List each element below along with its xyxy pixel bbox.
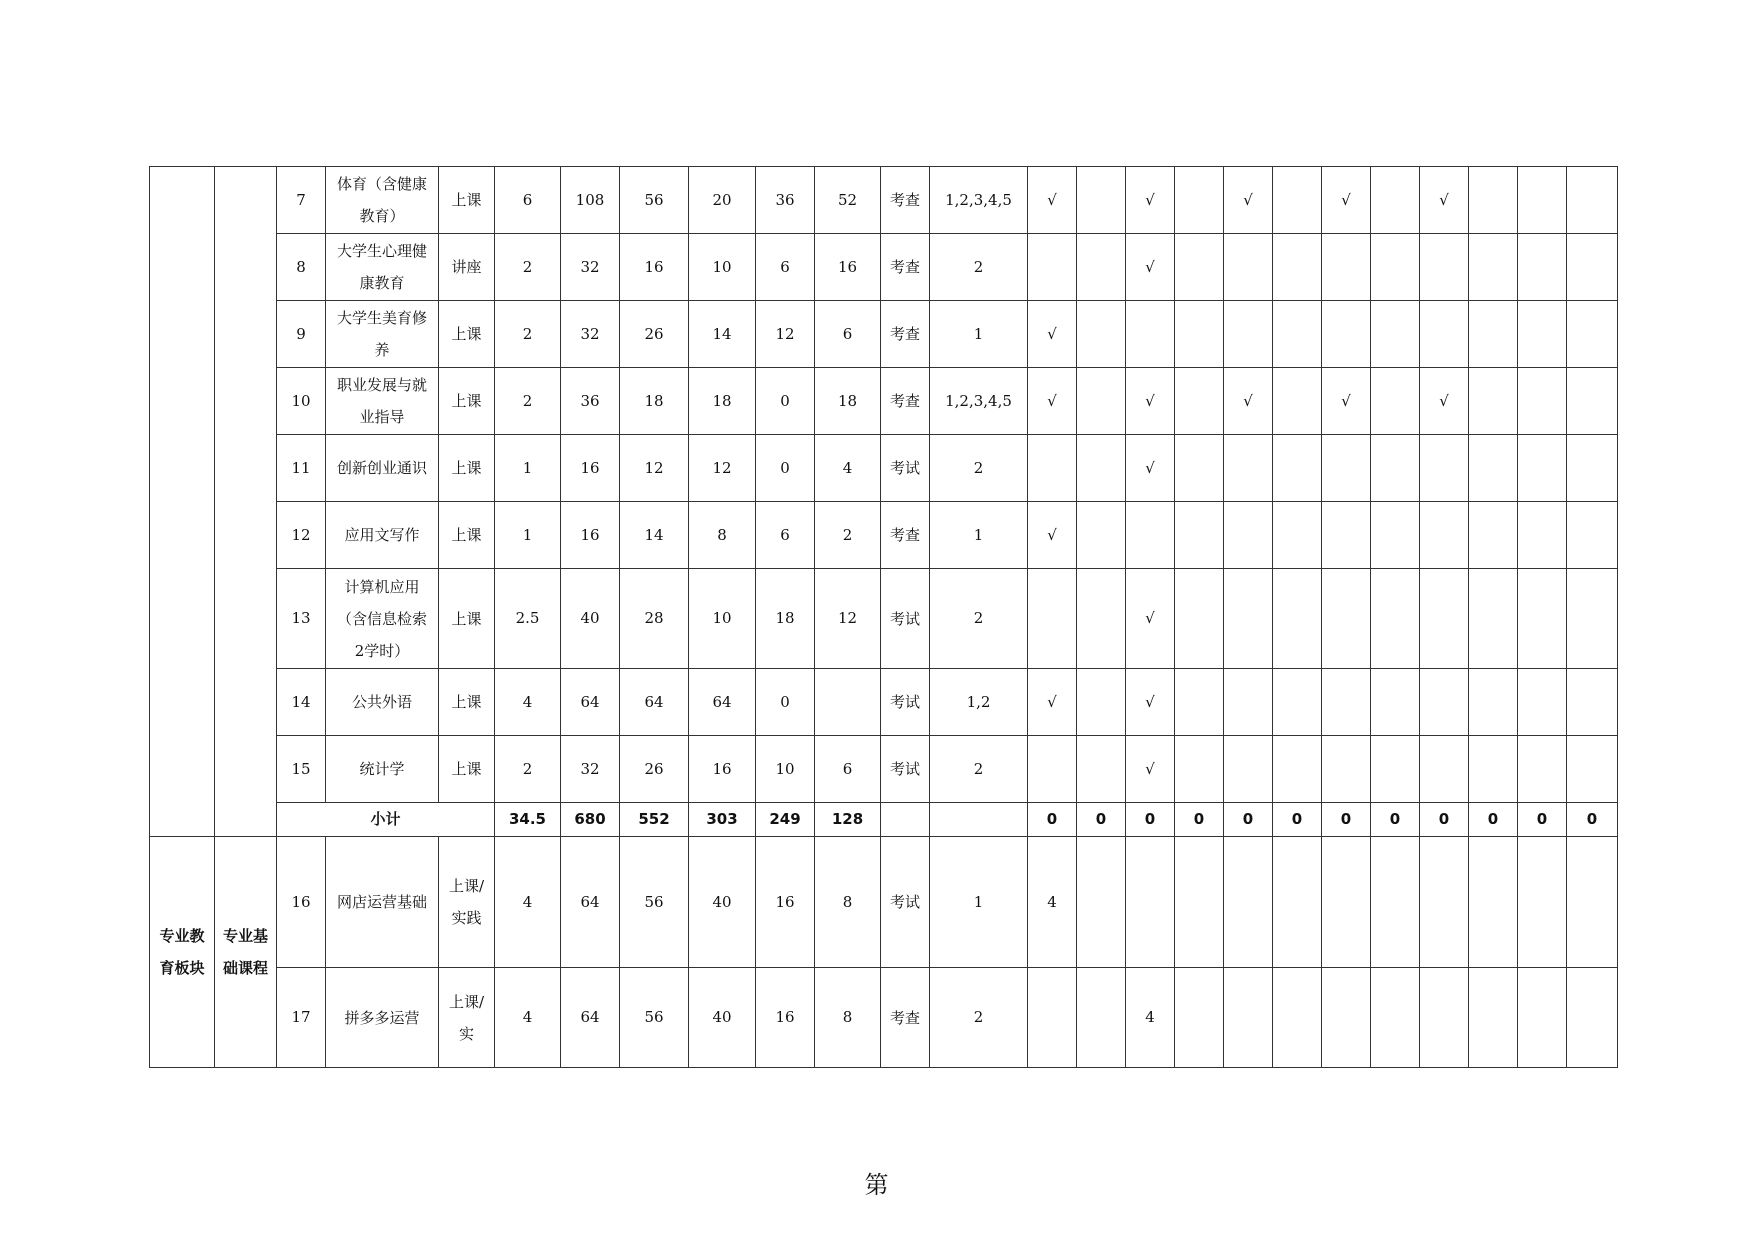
credits: 1: [495, 435, 561, 502]
extra-hours: [815, 669, 881, 736]
practice-hours: 10: [689, 569, 756, 669]
course-name: 大学生美育修养: [326, 301, 439, 368]
subtotal-theory: 552: [620, 803, 689, 837]
course-name: 拼多多运营: [326, 968, 439, 1068]
assessment-method: 考查: [881, 502, 930, 569]
semester-mark: 4: [1028, 837, 1077, 968]
subtotal-semester-value: 0: [1273, 803, 1322, 837]
credits: 4: [495, 669, 561, 736]
table-row: [150, 301, 1618, 368]
extra-hours: 52: [815, 167, 881, 234]
semester-mark: [1420, 837, 1469, 968]
credits: 6: [495, 167, 561, 234]
course-name: 计算机应用（含信息检索2学时）: [326, 569, 439, 669]
semester-mark: [1077, 569, 1126, 669]
table-row: [150, 502, 1618, 569]
semester-mark: [1077, 502, 1126, 569]
semester-mark: [1126, 837, 1175, 968]
semester-mark: [1028, 435, 1077, 502]
practice-hours-b: 6: [756, 502, 815, 569]
semester-mark: [1028, 234, 1077, 301]
semester-mark: [1322, 502, 1371, 569]
semester-mark: [1322, 968, 1371, 1068]
block-cell: [150, 167, 215, 837]
semester-mark: [1175, 234, 1224, 301]
practice-hours: 14: [689, 301, 756, 368]
teaching-method: 上课: [439, 736, 495, 803]
semester-mark: [1077, 968, 1126, 1068]
practice-hours: 40: [689, 968, 756, 1068]
extra-hours: 8: [815, 968, 881, 1068]
semester-mark: √: [1126, 167, 1175, 234]
course-number: 11: [277, 435, 326, 502]
semester-mark: [1371, 669, 1420, 736]
extra-hours: 12: [815, 569, 881, 669]
semester-mark: [1028, 968, 1077, 1068]
semester-mark: [1322, 736, 1371, 803]
semester-mark: [1322, 234, 1371, 301]
semester-mark: [1224, 736, 1273, 803]
semester-mark: [1322, 569, 1371, 669]
semester-mark: √: [1126, 435, 1175, 502]
course-name: 公共外语: [326, 669, 439, 736]
semester-mark: [1567, 234, 1618, 301]
semester-mark: √: [1028, 368, 1077, 435]
semester-mark: √: [1224, 167, 1273, 234]
table-row: [150, 435, 1618, 502]
group-cell: [215, 167, 277, 837]
semester-mark: [1322, 435, 1371, 502]
semester-mark: [1371, 234, 1420, 301]
semester-mark: [1175, 569, 1224, 669]
extra-hours: 8: [815, 837, 881, 968]
semester-mark: 4: [1126, 968, 1175, 1068]
subtotal-semester: [930, 803, 1028, 837]
semester-mark: [1469, 368, 1518, 435]
teaching-method: 上课: [439, 167, 495, 234]
group-label: 专业基础课程: [215, 837, 277, 1068]
table-row: [150, 837, 1618, 968]
semester-mark: [1224, 569, 1273, 669]
semester-mark: [1567, 368, 1618, 435]
semester-mark: [1077, 736, 1126, 803]
semester-list: 1,2,3,4,5: [930, 167, 1028, 234]
semester-mark: [1567, 968, 1618, 1068]
semester-mark: [1175, 368, 1224, 435]
semester-mark: [1371, 301, 1420, 368]
practice-hours-b: 36: [756, 167, 815, 234]
total-hours: 64: [561, 669, 620, 736]
semester-mark: [1175, 502, 1224, 569]
semester-mark: [1126, 502, 1175, 569]
credits: 2: [495, 301, 561, 368]
semester-mark: [1518, 167, 1567, 234]
assessment-method: 考查: [881, 301, 930, 368]
extra-hours: 4: [815, 435, 881, 502]
semester-mark: [1273, 234, 1322, 301]
semester-mark: [1077, 368, 1126, 435]
total-hours: 36: [561, 368, 620, 435]
table-row: [150, 234, 1618, 301]
semester-mark: [1273, 167, 1322, 234]
table-row: [150, 669, 1618, 736]
semester-mark: [1469, 669, 1518, 736]
semester-mark: [1420, 569, 1469, 669]
semester-mark: [1322, 301, 1371, 368]
theory-hours: 56: [620, 968, 689, 1068]
total-hours: 64: [561, 968, 620, 1068]
subtotal-semester-value: 0: [1322, 803, 1371, 837]
practice-hours-b: 6: [756, 234, 815, 301]
extra-hours: 18: [815, 368, 881, 435]
practice-hours-b: 18: [756, 569, 815, 669]
course-name: 应用文写作: [326, 502, 439, 569]
semester-mark: [1567, 301, 1618, 368]
semester-mark: [1371, 837, 1420, 968]
semester-mark: [1175, 837, 1224, 968]
credits: 2.5: [495, 569, 561, 669]
assessment-method: 考试: [881, 435, 930, 502]
practice-hours-b: 0: [756, 435, 815, 502]
semester-mark: [1469, 968, 1518, 1068]
course-number: 14: [277, 669, 326, 736]
practice-hours-b: 16: [756, 837, 815, 968]
semester-mark: [1567, 837, 1618, 968]
subtotal-semester-value: 0: [1420, 803, 1469, 837]
semester-mark: [1077, 435, 1126, 502]
subtotal-semester-value: 0: [1126, 803, 1175, 837]
semester-mark: [1371, 167, 1420, 234]
semester-mark: [1175, 669, 1224, 736]
semester-mark: [1518, 569, 1567, 669]
semester-list: 2: [930, 435, 1028, 502]
course-name: 网店运营基础: [326, 837, 439, 968]
semester-mark: [1224, 502, 1273, 569]
semester-mark: [1469, 502, 1518, 569]
semester-mark: [1077, 837, 1126, 968]
credits: 2: [495, 368, 561, 435]
course-name: 统计学: [326, 736, 439, 803]
semester-mark: [1469, 736, 1518, 803]
semester-mark: √: [1126, 669, 1175, 736]
semester-mark: [1567, 736, 1618, 803]
theory-hours: 14: [620, 502, 689, 569]
course-number: 7: [277, 167, 326, 234]
assessment-method: 考试: [881, 736, 930, 803]
teaching-method: 上课: [439, 368, 495, 435]
teaching-method: 上课/实践: [439, 837, 495, 968]
semester-mark: √: [1126, 736, 1175, 803]
semester-list: 1: [930, 502, 1028, 569]
semester-mark: [1567, 435, 1618, 502]
semester-mark: [1420, 234, 1469, 301]
semester-mark: [1273, 669, 1322, 736]
table-row: [150, 569, 1618, 669]
total-hours: 32: [561, 301, 620, 368]
total-hours: 64: [561, 837, 620, 968]
total-hours: 40: [561, 569, 620, 669]
semester-mark: [1518, 837, 1567, 968]
course-number: 15: [277, 736, 326, 803]
semester-mark: [1175, 736, 1224, 803]
teaching-method: 讲座: [439, 234, 495, 301]
semester-mark: √: [1028, 167, 1077, 234]
theory-hours: 28: [620, 569, 689, 669]
teaching-method: 上课: [439, 569, 495, 669]
total-hours: 32: [561, 736, 620, 803]
semester-mark: [1567, 569, 1618, 669]
course-name: 大学生心理健康教育: [326, 234, 439, 301]
credits: 1: [495, 502, 561, 569]
semester-mark: [1518, 435, 1567, 502]
extra-hours: 6: [815, 301, 881, 368]
practice-hours: 10: [689, 234, 756, 301]
subtotal-assessment: [881, 803, 930, 837]
theory-hours: 16: [620, 234, 689, 301]
practice-hours: 20: [689, 167, 756, 234]
semester-mark: [1518, 234, 1567, 301]
assessment-method: 考查: [881, 234, 930, 301]
semester-mark: [1371, 502, 1420, 569]
semester-mark: [1028, 736, 1077, 803]
semester-mark: [1567, 669, 1618, 736]
semester-mark: [1273, 368, 1322, 435]
practice-hours-b: 12: [756, 301, 815, 368]
subtotal-semester-value: 0: [1469, 803, 1518, 837]
semester-mark: [1273, 736, 1322, 803]
theory-hours: 56: [620, 167, 689, 234]
semester-mark: [1077, 234, 1126, 301]
assessment-method: 考试: [881, 837, 930, 968]
teaching-method: 上课: [439, 669, 495, 736]
assessment-method: 考试: [881, 669, 930, 736]
theory-hours: 64: [620, 669, 689, 736]
subtotal-semester-value: 0: [1518, 803, 1567, 837]
curriculum-table: [149, 166, 1618, 1068]
practice-hours: 8: [689, 502, 756, 569]
semester-mark: √: [1028, 301, 1077, 368]
semester-mark: [1567, 502, 1618, 569]
extra-hours: 16: [815, 234, 881, 301]
semester-mark: [1469, 435, 1518, 502]
semester-list: 2: [930, 569, 1028, 669]
assessment-method: 考试: [881, 569, 930, 669]
semester-mark: √: [1028, 502, 1077, 569]
course-number: 8: [277, 234, 326, 301]
course-number: 12: [277, 502, 326, 569]
subtotal-semester-value: 0: [1371, 803, 1420, 837]
practice-hours: 40: [689, 837, 756, 968]
semester-mark: [1371, 435, 1420, 502]
semester-mark: [1371, 736, 1420, 803]
assessment-method: 考查: [881, 368, 930, 435]
course-number: 13: [277, 569, 326, 669]
subtotal-semester-value: 0: [1077, 803, 1126, 837]
semester-mark: [1175, 435, 1224, 502]
extra-hours: 6: [815, 736, 881, 803]
teaching-method: 上课: [439, 435, 495, 502]
semester-mark: [1224, 435, 1273, 502]
total-hours: 16: [561, 502, 620, 569]
semester-mark: [1224, 234, 1273, 301]
table-row: [150, 167, 1618, 234]
practice-hours: 12: [689, 435, 756, 502]
semester-mark: [1518, 736, 1567, 803]
theory-hours: 18: [620, 368, 689, 435]
semester-mark: [1126, 301, 1175, 368]
teaching-method: 上课/实: [439, 968, 495, 1068]
practice-hours-b: 0: [756, 669, 815, 736]
total-hours: 108: [561, 167, 620, 234]
semester-mark: [1273, 435, 1322, 502]
semester-mark: [1273, 968, 1322, 1068]
teaching-method: 上课: [439, 301, 495, 368]
semester-mark: [1224, 669, 1273, 736]
semester-mark: [1077, 301, 1126, 368]
semester-mark: [1518, 368, 1567, 435]
credits: 4: [495, 837, 561, 968]
practice-hours: 18: [689, 368, 756, 435]
semester-mark: [1224, 968, 1273, 1068]
course-name: 创新创业通识: [326, 435, 439, 502]
semester-mark: [1077, 669, 1126, 736]
course-number: 10: [277, 368, 326, 435]
semester-mark: [1371, 368, 1420, 435]
practice-hours-b: 10: [756, 736, 815, 803]
semester-mark: [1420, 502, 1469, 569]
semester-mark: [1518, 502, 1567, 569]
subtotal-practice-b: 249: [756, 803, 815, 837]
subtotal-row: [150, 803, 1618, 837]
semester-list: 1,2: [930, 669, 1028, 736]
semester-mark: [1322, 837, 1371, 968]
semester-mark: √: [1420, 368, 1469, 435]
subtotal-semester-value: 0: [1224, 803, 1273, 837]
semester-mark: [1469, 167, 1518, 234]
subtotal-credits: 34.5: [495, 803, 561, 837]
semester-mark: [1273, 502, 1322, 569]
course-name: 体育（含健康教育）: [326, 167, 439, 234]
semester-mark: √: [1126, 368, 1175, 435]
theory-hours: 26: [620, 736, 689, 803]
semester-mark: [1469, 569, 1518, 669]
semester-mark: [1518, 968, 1567, 1068]
semester-mark: √: [1224, 368, 1273, 435]
theory-hours: 26: [620, 301, 689, 368]
subtotal-semester-value: 0: [1567, 803, 1618, 837]
course-number: 16: [277, 837, 326, 968]
semester-mark: [1077, 167, 1126, 234]
semester-mark: [1273, 837, 1322, 968]
semester-mark: [1273, 301, 1322, 368]
subtotal-semester-value: 0: [1028, 803, 1077, 837]
semester-list: 1,2,3,4,5: [930, 368, 1028, 435]
subtotal-extra: 128: [815, 803, 881, 837]
semester-mark: [1420, 301, 1469, 368]
subtotal-semester-value: 0: [1175, 803, 1224, 837]
practice-hours: 16: [689, 736, 756, 803]
semester-mark: [1028, 569, 1077, 669]
course-name: 职业发展与就业指导: [326, 368, 439, 435]
teaching-method: 上课: [439, 502, 495, 569]
theory-hours: 56: [620, 837, 689, 968]
semester-mark: [1420, 435, 1469, 502]
credits: 2: [495, 234, 561, 301]
semester-list: 1: [930, 837, 1028, 968]
semester-mark: [1420, 669, 1469, 736]
assessment-method: 考查: [881, 968, 930, 1068]
semester-mark: [1420, 968, 1469, 1068]
block-label: 专业教育板块: [150, 837, 215, 1068]
semester-mark: [1224, 301, 1273, 368]
total-hours: 32: [561, 234, 620, 301]
semester-mark: [1175, 968, 1224, 1068]
practice-hours-b: 16: [756, 968, 815, 1068]
subtotal-practice-a: 303: [689, 803, 756, 837]
semester-list: 2: [930, 968, 1028, 1068]
subtotal-label: 小计: [277, 803, 495, 837]
semester-mark: √: [1420, 167, 1469, 234]
assessment-method: 考查: [881, 167, 930, 234]
semester-mark: [1175, 167, 1224, 234]
semester-mark: [1518, 301, 1567, 368]
semester-mark: [1224, 837, 1273, 968]
semester-mark: √: [1322, 167, 1371, 234]
course-number: 17: [277, 968, 326, 1068]
semester-list: 1: [930, 301, 1028, 368]
semester-mark: [1420, 736, 1469, 803]
semester-mark: [1469, 301, 1518, 368]
credits: 4: [495, 968, 561, 1068]
total-hours: 16: [561, 435, 620, 502]
practice-hours-b: 0: [756, 368, 815, 435]
credits: 2: [495, 736, 561, 803]
semester-mark: [1469, 837, 1518, 968]
page-footer: 第: [864, 1171, 889, 1199]
semester-mark: [1371, 968, 1420, 1068]
table-row: [150, 736, 1618, 803]
semester-mark: √: [1126, 234, 1175, 301]
semester-mark: √: [1322, 368, 1371, 435]
semester-mark: [1371, 569, 1420, 669]
course-number: 9: [277, 301, 326, 368]
semester-mark: √: [1126, 569, 1175, 669]
semester-mark: [1273, 569, 1322, 669]
table-row: [150, 368, 1618, 435]
practice-hours: 64: [689, 669, 756, 736]
semester-mark: √: [1028, 669, 1077, 736]
semester-mark: [1567, 167, 1618, 234]
semester-mark: [1322, 669, 1371, 736]
table-row: [150, 968, 1618, 1068]
semester-mark: [1175, 301, 1224, 368]
extra-hours: 2: [815, 502, 881, 569]
theory-hours: 12: [620, 435, 689, 502]
semester-mark: [1518, 669, 1567, 736]
semester-list: 2: [930, 736, 1028, 803]
semester-mark: [1469, 234, 1518, 301]
subtotal-total: 680: [561, 803, 620, 837]
semester-list: 2: [930, 234, 1028, 301]
